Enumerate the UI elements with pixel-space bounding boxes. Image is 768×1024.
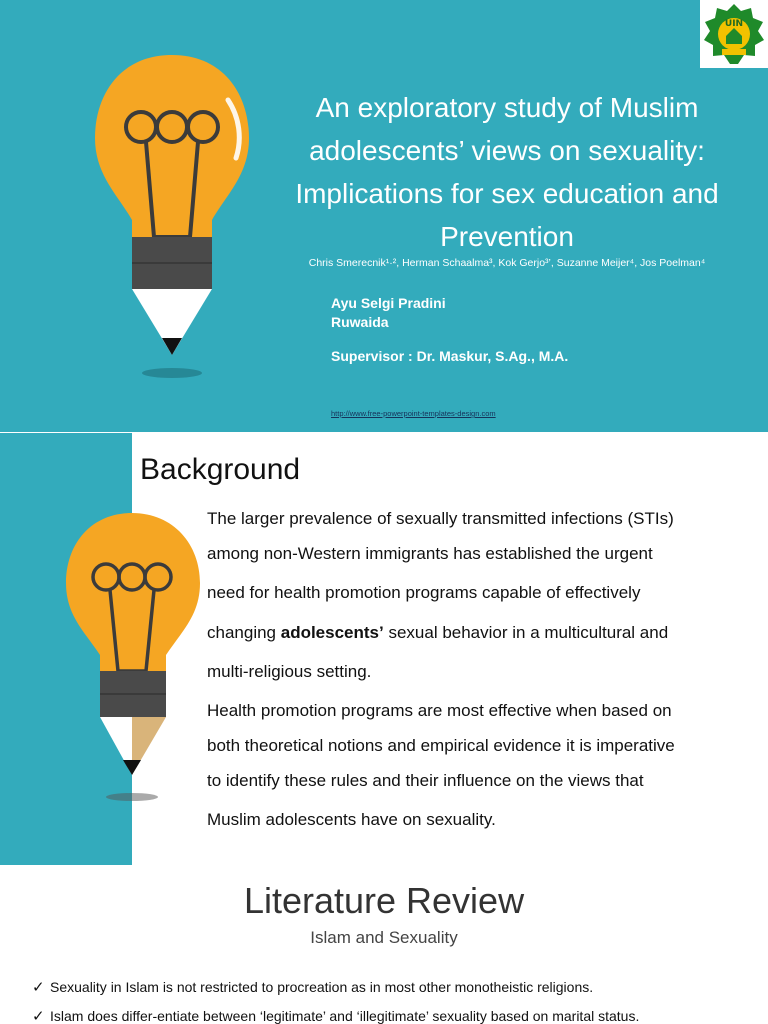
author-list: Chris Smerecnik¹·², Herman Schaalma³, Kok Gerjo³’, Suzanne Meijer⁴, Jos Poelman⁴ [308, 257, 706, 269]
bullet-text: Islam does differ-entiate between ‘legitimate’ and ‘illegitimate’ sexuality based on marital status. [50, 1008, 640, 1024]
body-line-2: among non-Western immigrants has established the urgent [207, 544, 653, 563]
title-line-4: Prevention [440, 221, 574, 252]
checkmark-icon: ✓ [32, 979, 45, 996]
template-link[interactable]: http://www.free-powerpoint-templates-design.com [331, 409, 496, 418]
bulb-glass [95, 55, 249, 242]
bulb-glass [66, 513, 200, 675]
presenter-name-2: Ruwaida [331, 314, 389, 330]
title-line-3: Implications for sex education and [295, 178, 719, 209]
bullet-text: Sexuality in Islam is not restricted to procreation as in most other monotheistic religions. [50, 979, 594, 995]
body-line-7: both theoretical notions and empirical evidence it is imperative [207, 736, 675, 755]
bullet-item [32, 978, 593, 996]
university-logo [700, 0, 768, 68]
slide-heading: Literature Review [243, 880, 525, 921]
checkmark-icon: ✓ [32, 1008, 45, 1024]
title-line-2: adolescents’ views on sexuality: [309, 135, 705, 166]
background-slide [0, 433, 768, 865]
presentation-title [272, 86, 742, 258]
body-line-3: need for health promotion programs capable of effectively [207, 583, 641, 602]
body-line-6: Health promotion programs are most effective when based on [207, 701, 672, 720]
body-line-4-end: sexual behavior in a multicultural and [383, 623, 669, 642]
slide-subheading: Islam and Sexuality [310, 928, 458, 947]
lightbulb-pencil-illustration [80, 30, 270, 430]
body-line-9: Muslim adolescents have on sexuality. [207, 810, 496, 829]
title-slide [0, 0, 768, 432]
svg-text:UIN: UIN [724, 19, 744, 29]
body-line-1: The larger prevalence of sexually transmitted infections (STIs) [207, 509, 674, 528]
body-line-4-start: changing [207, 623, 281, 642]
literature-review-slide [0, 866, 768, 1024]
presenter-name-1: Ayu Selgi Pradini [331, 295, 446, 311]
bulb-shadow [142, 368, 202, 378]
body-line-8: to identify these rules and their influence on the views that [207, 771, 644, 790]
title-line-1: An exploratory study of Muslim [315, 92, 699, 123]
bulb-shadow [106, 793, 158, 801]
lightbulb-pencil-illustration [50, 503, 210, 865]
slide-heading: Background [140, 453, 301, 486]
supervisor-name: Supervisor : Dr. Maskur, S.Ag., M.A. [331, 348, 569, 364]
body-line-4-bold: adolescents’ [280, 623, 384, 642]
bullet-item [32, 1007, 639, 1024]
body-line-5: multi-religious setting. [207, 662, 372, 681]
body-line-4 [207, 623, 752, 643]
